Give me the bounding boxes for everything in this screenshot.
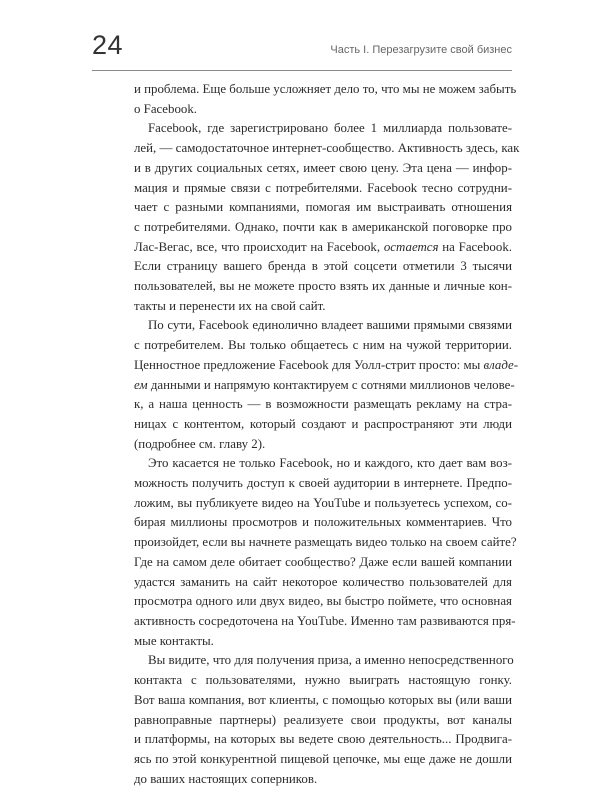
text-line: лей, — самодостаточное интернет-сообщество. Активность здесь, как bbox=[134, 141, 520, 156]
paragraph bbox=[134, 119, 520, 316]
page-header bbox=[92, 30, 512, 70]
emphasis: владе- bbox=[483, 357, 519, 372]
text-line: активность сосредоточена на YouTube. Именно там развиваются пря- bbox=[134, 613, 516, 628]
text-line: ложим, вы публикуете видео на YouTube и пользуетесь успехом, со- bbox=[134, 495, 512, 510]
paragraph bbox=[134, 651, 512, 789]
text-line: (подробнее см. главу 2). bbox=[134, 436, 266, 451]
text-line: Где на самом деле обитает сообщество? Даже если вашей компании bbox=[134, 554, 512, 569]
text-line: равноправные партнеры) реализуете свои продукты, вот каналы bbox=[134, 712, 512, 727]
text-line: к, а наша ценность — в возможности размещать рекламу на стра- bbox=[134, 397, 512, 412]
emphasis: остается bbox=[383, 239, 439, 254]
text-line: и платформы, на которых вы ведете свою деятельность... Продвига- bbox=[134, 732, 512, 747]
text-line: произойдет, если вы начнете размещать видео только на своем сайте? bbox=[134, 535, 517, 550]
text-line: удастся заманить на сайт некоторое количество пользователей для bbox=[134, 574, 512, 589]
text-line: чает с разными компаниями, помогая им выстраивать отношения bbox=[134, 200, 512, 215]
text-line: Вы видите, что для получения приза, а именно непосредственного bbox=[148, 653, 514, 668]
text-line: Ценностное предложение Facebook для Уолл-стрит просто: мы владе- bbox=[134, 357, 519, 372]
text-line: с потребителями. Однако, почти как в американской поговорке про bbox=[134, 219, 512, 234]
text-line: с потребителем. Вы только общаетесь с ним на чужой территории. bbox=[134, 338, 512, 353]
text-line: По сути, Facebook единолично владеет вашими прямыми связями bbox=[148, 318, 512, 333]
text-line: и проблема. Еще больше усложняет дело то, что мы не можем забыть bbox=[134, 82, 517, 96]
text-line: Вот ваша компания, вот клиенты, с помощью которых вы (или ваши bbox=[134, 692, 512, 707]
text-line: Если страницу вашего бренда в этой соцсети отметили 3 тысячи bbox=[134, 259, 512, 274]
text-line: и в других социальных сетях, имеет свою цену. Эта цена — инфор- bbox=[134, 160, 512, 175]
text-line: ницах с контентом, который создают и распространяют эти люди bbox=[134, 416, 512, 431]
text-line: бирая миллионы просмотров и положительных комментариев. Что bbox=[134, 515, 512, 530]
text-line: просмотра одного или двух видео, вы быстро поймете, что основная bbox=[134, 594, 512, 609]
paragraph bbox=[134, 454, 517, 651]
text-line: Лас-Вегас, все, что происходит на Facebook, остается на Facebook. bbox=[134, 239, 512, 254]
header-rule bbox=[92, 70, 512, 71]
text-line: ясь по этой конкурентной пищевой цепочке, мы еще даже не дошли bbox=[134, 751, 512, 766]
text-line: о Facebook. bbox=[134, 101, 198, 116]
text-line: такты и перенести их на свой сайт. bbox=[134, 298, 326, 313]
text-line: ем данными и напрямую контактируем с сотнями миллионов челове- bbox=[134, 377, 515, 392]
text-line: пользователей, вы не можете просто взять их данные и личные кон- bbox=[134, 279, 512, 294]
paragraph bbox=[134, 80, 517, 119]
text-line: можность получить доступ к своей аудитории в интернете. Предпо- bbox=[134, 476, 512, 491]
text-line: Это касается не только Facebook, но и каждого, кто дает вам воз- bbox=[148, 456, 512, 471]
emphasis: ем bbox=[134, 377, 148, 392]
text-line: мые контакты. bbox=[134, 633, 214, 648]
text-line: Facebook, где зарегистрировано более 1 миллиарда пользовате- bbox=[148, 121, 512, 136]
body-text bbox=[134, 80, 520, 789]
paragraph bbox=[134, 316, 519, 454]
text-line: контакта с пользователями, нужно выиграть настоящую гонку. bbox=[134, 673, 512, 688]
text-line: до ваших настоящих соперников. bbox=[134, 771, 318, 786]
page-number: 24 bbox=[92, 30, 124, 60]
running-head: Часть I. Перезагрузите свой бизнес bbox=[330, 44, 512, 56]
text-line: мация и прямые связи с потребителями. Facebook тесно сотрудни- bbox=[134, 180, 512, 195]
